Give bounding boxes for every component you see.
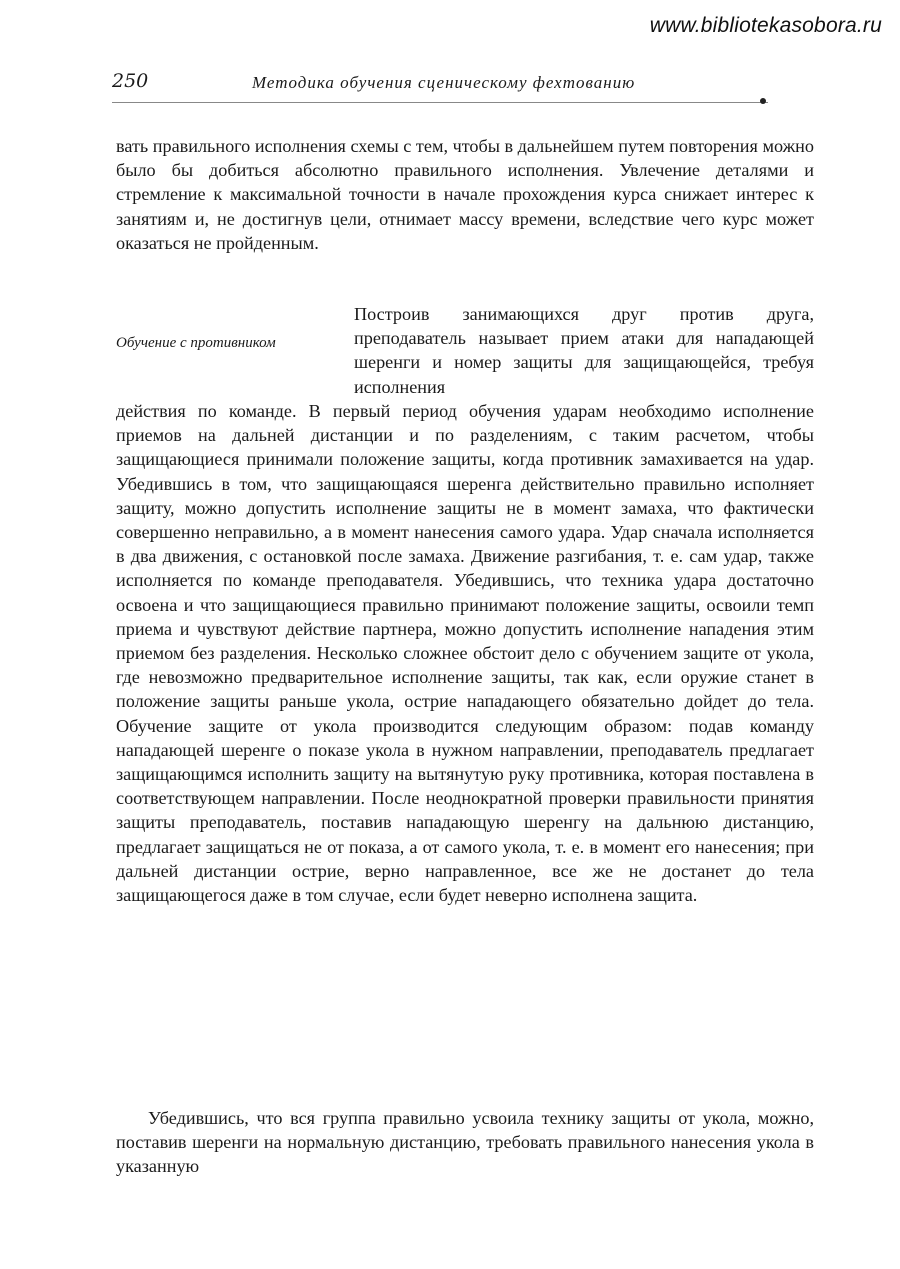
- page-header: [112, 70, 792, 100]
- paragraph-2-text: действия по команде. В первый период обучения ударам необходимо исполнение приемов на дальней дистанции и по разделениям, с таким расчетом, чтобы защищающиеся принимали положение защиты, когда противник замахивается на удар. Убедившись в том, что защищающаяся шеренга действительно правильно исполняет защиту, можно допустить исполнение защиты не в момент замаха, что фактически совершенно неправильно, а в момент нанесения самого удара. Удар сначала исполняется в два движения, с остановкой после замаха. Движение разгибания, т. е. сам удар, также исполняется по команде преподавателя. Убедившись, что техника удара достаточно освоена и что защищающиеся правильно принимают положение защиты, освоили темп приема и чувствуют действие партнера, можно допустить исполнение нападения этим приемом без разделения. Несколько сложнее обстоит дело с обучением защите от укола, где невозможно предварительное исполнение защиты, так как, если оружие станет в положение защиты раньше укола, острие нападающего обязательно дойдет до тела. Обучение защите от укола производится следующим образом: подав команду нападающей шеренге о показе укола в нужном направлении, преподаватель предлагает защищающимся исполнить защиту на вытянутую руку противника, которая поставлена в соответствующем направлении. После неоднократной проверки правильности принятия защиты преподаватель, поставив нападающую шеренгу на дальнюю дистанцию, предлагает защищаться не от показа, а от самого укола, т. е. в момент его нанесения; при дальней дистанции острие, верно направленное, все же не достанет до тела защищающегося даже в том случае, если будет неверно исполнена защита.: [116, 401, 814, 906]
- site-watermark: www.bibliotekasobora.ru: [649, 14, 882, 37]
- paragraph-2: [116, 399, 814, 907]
- paragraph-3-text: Убедившись, что вся группа правильно усвоила технику защиты от укола, можно, поставив шеренги на нормальную дистанцию, требовать правильного нанесения укола в указанную: [116, 1108, 814, 1177]
- paragraph-1: [116, 134, 814, 255]
- section-text-beside: Построив занимающихся друг против друга, преподаватель называет прием атаки для нападающей шеренги и номер защиты для защищающейся, требуя исполнения: [354, 304, 814, 397]
- paragraph-3: [116, 1106, 814, 1179]
- section-heading: Обучение с противником: [116, 335, 276, 351]
- header-rule: [112, 102, 768, 103]
- page-number: 250: [112, 70, 149, 92]
- header-dot: [760, 98, 766, 104]
- paragraph-1-text: вать правильного исполнения схемы с тем, чтобы в дальнейшем путем повторения можно было бы добиться абсолютно правильного исполнения. Увлечение деталями и стремление к максимальной точности в начале прохождения курса снижает интерес к занятиям и, не достигнув цели, отнимает массу времени, вследствие чего курс может оказаться не пройденным.: [116, 136, 814, 253]
- running-title: Методика обучения сценическому фехтованию: [252, 73, 636, 92]
